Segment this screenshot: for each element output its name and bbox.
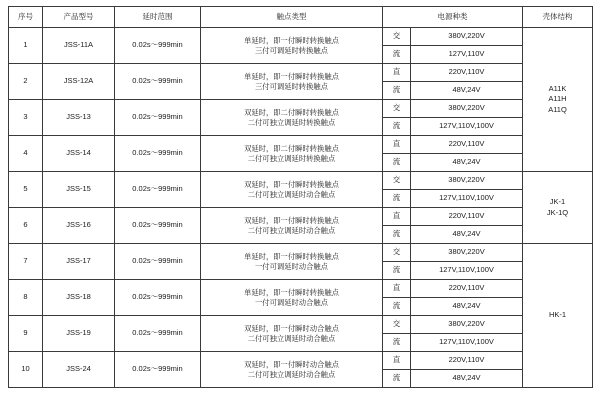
cell-voltage: 48V,24V — [411, 298, 523, 316]
cell-contact-type — [201, 136, 383, 172]
case-line-2: JK-1Q — [546, 207, 569, 217]
table-row — [9, 244, 593, 262]
cell-contact-type — [201, 64, 383, 100]
cell-voltage: 380V,220V — [411, 244, 523, 262]
contact-line-2: 二付可独立调延时转换触点 — [247, 153, 336, 163]
table-body — [9, 28, 593, 388]
cell-delay-range: 0.02s～999min — [115, 64, 201, 100]
cell-contact-type — [201, 316, 383, 352]
table-header — [9, 7, 593, 28]
cell-power-type: 直 — [383, 208, 411, 226]
table-row — [9, 208, 593, 226]
column-header-no: 序号 — [9, 7, 43, 28]
cell-delay-range: 0.02s～999min — [115, 100, 201, 136]
cell-contact-type — [201, 172, 383, 208]
cell-contact-type — [201, 100, 383, 136]
cell-contact-type — [201, 280, 383, 316]
table-row — [9, 28, 593, 46]
cell-model: JSS-15 — [43, 172, 115, 208]
cell-delay-range: 0.02s～999min — [115, 352, 201, 388]
cell-voltage: 220V,110V — [411, 136, 523, 154]
contact-line-2: 一付可调延时动合触点 — [255, 297, 328, 307]
cell-power-type: 流 — [383, 118, 411, 136]
cell-power-type: 流 — [383, 46, 411, 64]
contact-line-1: 双延时，即一付瞬时转换触点 — [244, 215, 339, 225]
cell-model: JSS-12A — [43, 64, 115, 100]
cell-no: 3 — [9, 100, 43, 136]
contact-line-2: 一付可调延时动合触点 — [255, 261, 328, 271]
contact-line-1: 双延时，即二付瞬时转换触点 — [244, 143, 339, 153]
cell-power-type: 直 — [383, 136, 411, 154]
contact-line-1: 单延时，即一付瞬时转换触点 — [244, 251, 339, 261]
cell-delay-range: 0.02s～999min — [115, 208, 201, 244]
cell-voltage: 220V,110V — [411, 64, 523, 82]
contact-line-1: 双延时，即一付瞬时动合触点 — [244, 323, 339, 333]
cell-contact-type — [201, 208, 383, 244]
table-row — [9, 100, 593, 118]
cell-power-type: 流 — [383, 226, 411, 244]
specification-table — [8, 6, 593, 388]
table-row — [9, 136, 593, 154]
cell-power-type: 流 — [383, 262, 411, 280]
contact-line-1: 单延时，即一付瞬时转换触点 — [244, 71, 339, 81]
cell-voltage: 48V,24V — [411, 154, 523, 172]
column-header-delay-range: 延时范围 — [115, 7, 201, 28]
cell-no: 1 — [9, 28, 43, 64]
cell-no: 9 — [9, 316, 43, 352]
cell-power-type: 直 — [383, 64, 411, 82]
cell-delay-range: 0.02s～999min — [115, 244, 201, 280]
header-row — [9, 7, 593, 28]
cell-no: 8 — [9, 280, 43, 316]
contact-line-1: 双延时，即一付瞬时动合触点 — [244, 359, 339, 369]
cell-no: 7 — [9, 244, 43, 280]
cell-delay-range: 0.02s～999min — [115, 172, 201, 208]
cell-delay-range: 0.02s～999min — [115, 316, 201, 352]
cell-voltage: 127V,110V — [411, 46, 523, 64]
cell-power-type: 交 — [383, 100, 411, 118]
cell-voltage: 48V,24V — [411, 370, 523, 388]
cell-power-type: 交 — [383, 316, 411, 334]
contact-line-2: 三付可调延时转换触点 — [255, 45, 328, 55]
case-line-1: JK-1 — [549, 197, 566, 207]
contact-line-2: 二付可独立调延时动合触点 — [247, 333, 336, 343]
column-header-contact-type: 触点类型 — [201, 7, 383, 28]
cell-voltage: 220V,110V — [411, 208, 523, 226]
cell-model: JSS-19 — [43, 316, 115, 352]
contact-line-2: 三付可调延时转换触点 — [255, 81, 328, 91]
cell-voltage: 48V,24V — [411, 82, 523, 100]
case-line-2: A11H — [548, 94, 567, 104]
cell-model: JSS-24 — [43, 352, 115, 388]
cell-power-type: 交 — [383, 172, 411, 190]
case-line-3: A11Q — [548, 104, 567, 114]
cell-contact-type — [201, 28, 383, 64]
cell-model: JSS-16 — [43, 208, 115, 244]
table-row — [9, 280, 593, 298]
cell-voltage: 380V,220V — [411, 100, 523, 118]
column-header-case-structure: 壳体结构 — [523, 7, 593, 28]
cell-voltage: 380V,220V — [411, 316, 523, 334]
cell-case-structure — [523, 172, 593, 244]
contact-line-1: 单延时，即一付瞬时转换触点 — [244, 287, 339, 297]
cell-voltage: 127V,110V,100V — [411, 190, 523, 208]
cell-model: JSS-17 — [43, 244, 115, 280]
column-header-model: 产品型号 — [43, 7, 115, 28]
contact-line-2: 二付可独立调延时动合触点 — [247, 369, 336, 379]
table-row — [9, 352, 593, 370]
cell-no: 6 — [9, 208, 43, 244]
cell-power-type: 交 — [383, 28, 411, 46]
cell-power-type: 交 — [383, 244, 411, 262]
cell-case-structure — [523, 244, 593, 388]
cell-voltage: 380V,220V — [411, 28, 523, 46]
cell-model: JSS-14 — [43, 136, 115, 172]
cell-power-type: 流 — [383, 82, 411, 100]
contact-line-1: 双延时，即二付瞬时转换触点 — [244, 107, 339, 117]
case-line-1: HK-1 — [548, 310, 567, 320]
cell-no: 5 — [9, 172, 43, 208]
cell-model: JSS-11A — [43, 28, 115, 64]
contact-line-2: 二付可独立调延时转换触点 — [247, 117, 336, 127]
case-line-1: A11K — [548, 84, 567, 94]
cell-power-type: 流 — [383, 190, 411, 208]
contact-line-1: 单延时，即一付瞬时转换触点 — [244, 35, 339, 45]
cell-contact-type — [201, 244, 383, 280]
contact-line-2: 二付可独立调延时动合触点 — [247, 225, 336, 235]
cell-delay-range: 0.02s～999min — [115, 136, 201, 172]
cell-voltage: 380V,220V — [411, 172, 523, 190]
cell-contact-type — [201, 352, 383, 388]
contact-line-2: 二付可独立调延时动合触点 — [247, 189, 336, 199]
contact-line-1: 双延时，即一付瞬时转换触点 — [244, 179, 339, 189]
table-row — [9, 172, 593, 190]
cell-power-type: 直 — [383, 280, 411, 298]
cell-no: 2 — [9, 64, 43, 100]
cell-model: JSS-18 — [43, 280, 115, 316]
cell-delay-range: 0.02s～999min — [115, 28, 201, 64]
cell-power-type: 流 — [383, 154, 411, 172]
cell-model: JSS-13 — [43, 100, 115, 136]
cell-voltage: 48V,24V — [411, 226, 523, 244]
cell-case-structure — [523, 28, 593, 172]
cell-power-type: 直 — [383, 352, 411, 370]
cell-no: 4 — [9, 136, 43, 172]
table-row — [9, 64, 593, 82]
cell-voltage: 220V,110V — [411, 280, 523, 298]
cell-power-type: 流 — [383, 334, 411, 352]
cell-power-type: 流 — [383, 298, 411, 316]
cell-delay-range: 0.02s～999min — [115, 280, 201, 316]
cell-no: 10 — [9, 352, 43, 388]
column-header-power-type: 电源种类 — [383, 7, 523, 28]
table-row — [9, 316, 593, 334]
cell-voltage: 127V,110V,100V — [411, 118, 523, 136]
cell-voltage: 127V,110V,100V — [411, 334, 523, 352]
cell-voltage: 127V,110V,100V — [411, 262, 523, 280]
cell-voltage: 220V,110V — [411, 352, 523, 370]
cell-power-type: 流 — [383, 370, 411, 388]
